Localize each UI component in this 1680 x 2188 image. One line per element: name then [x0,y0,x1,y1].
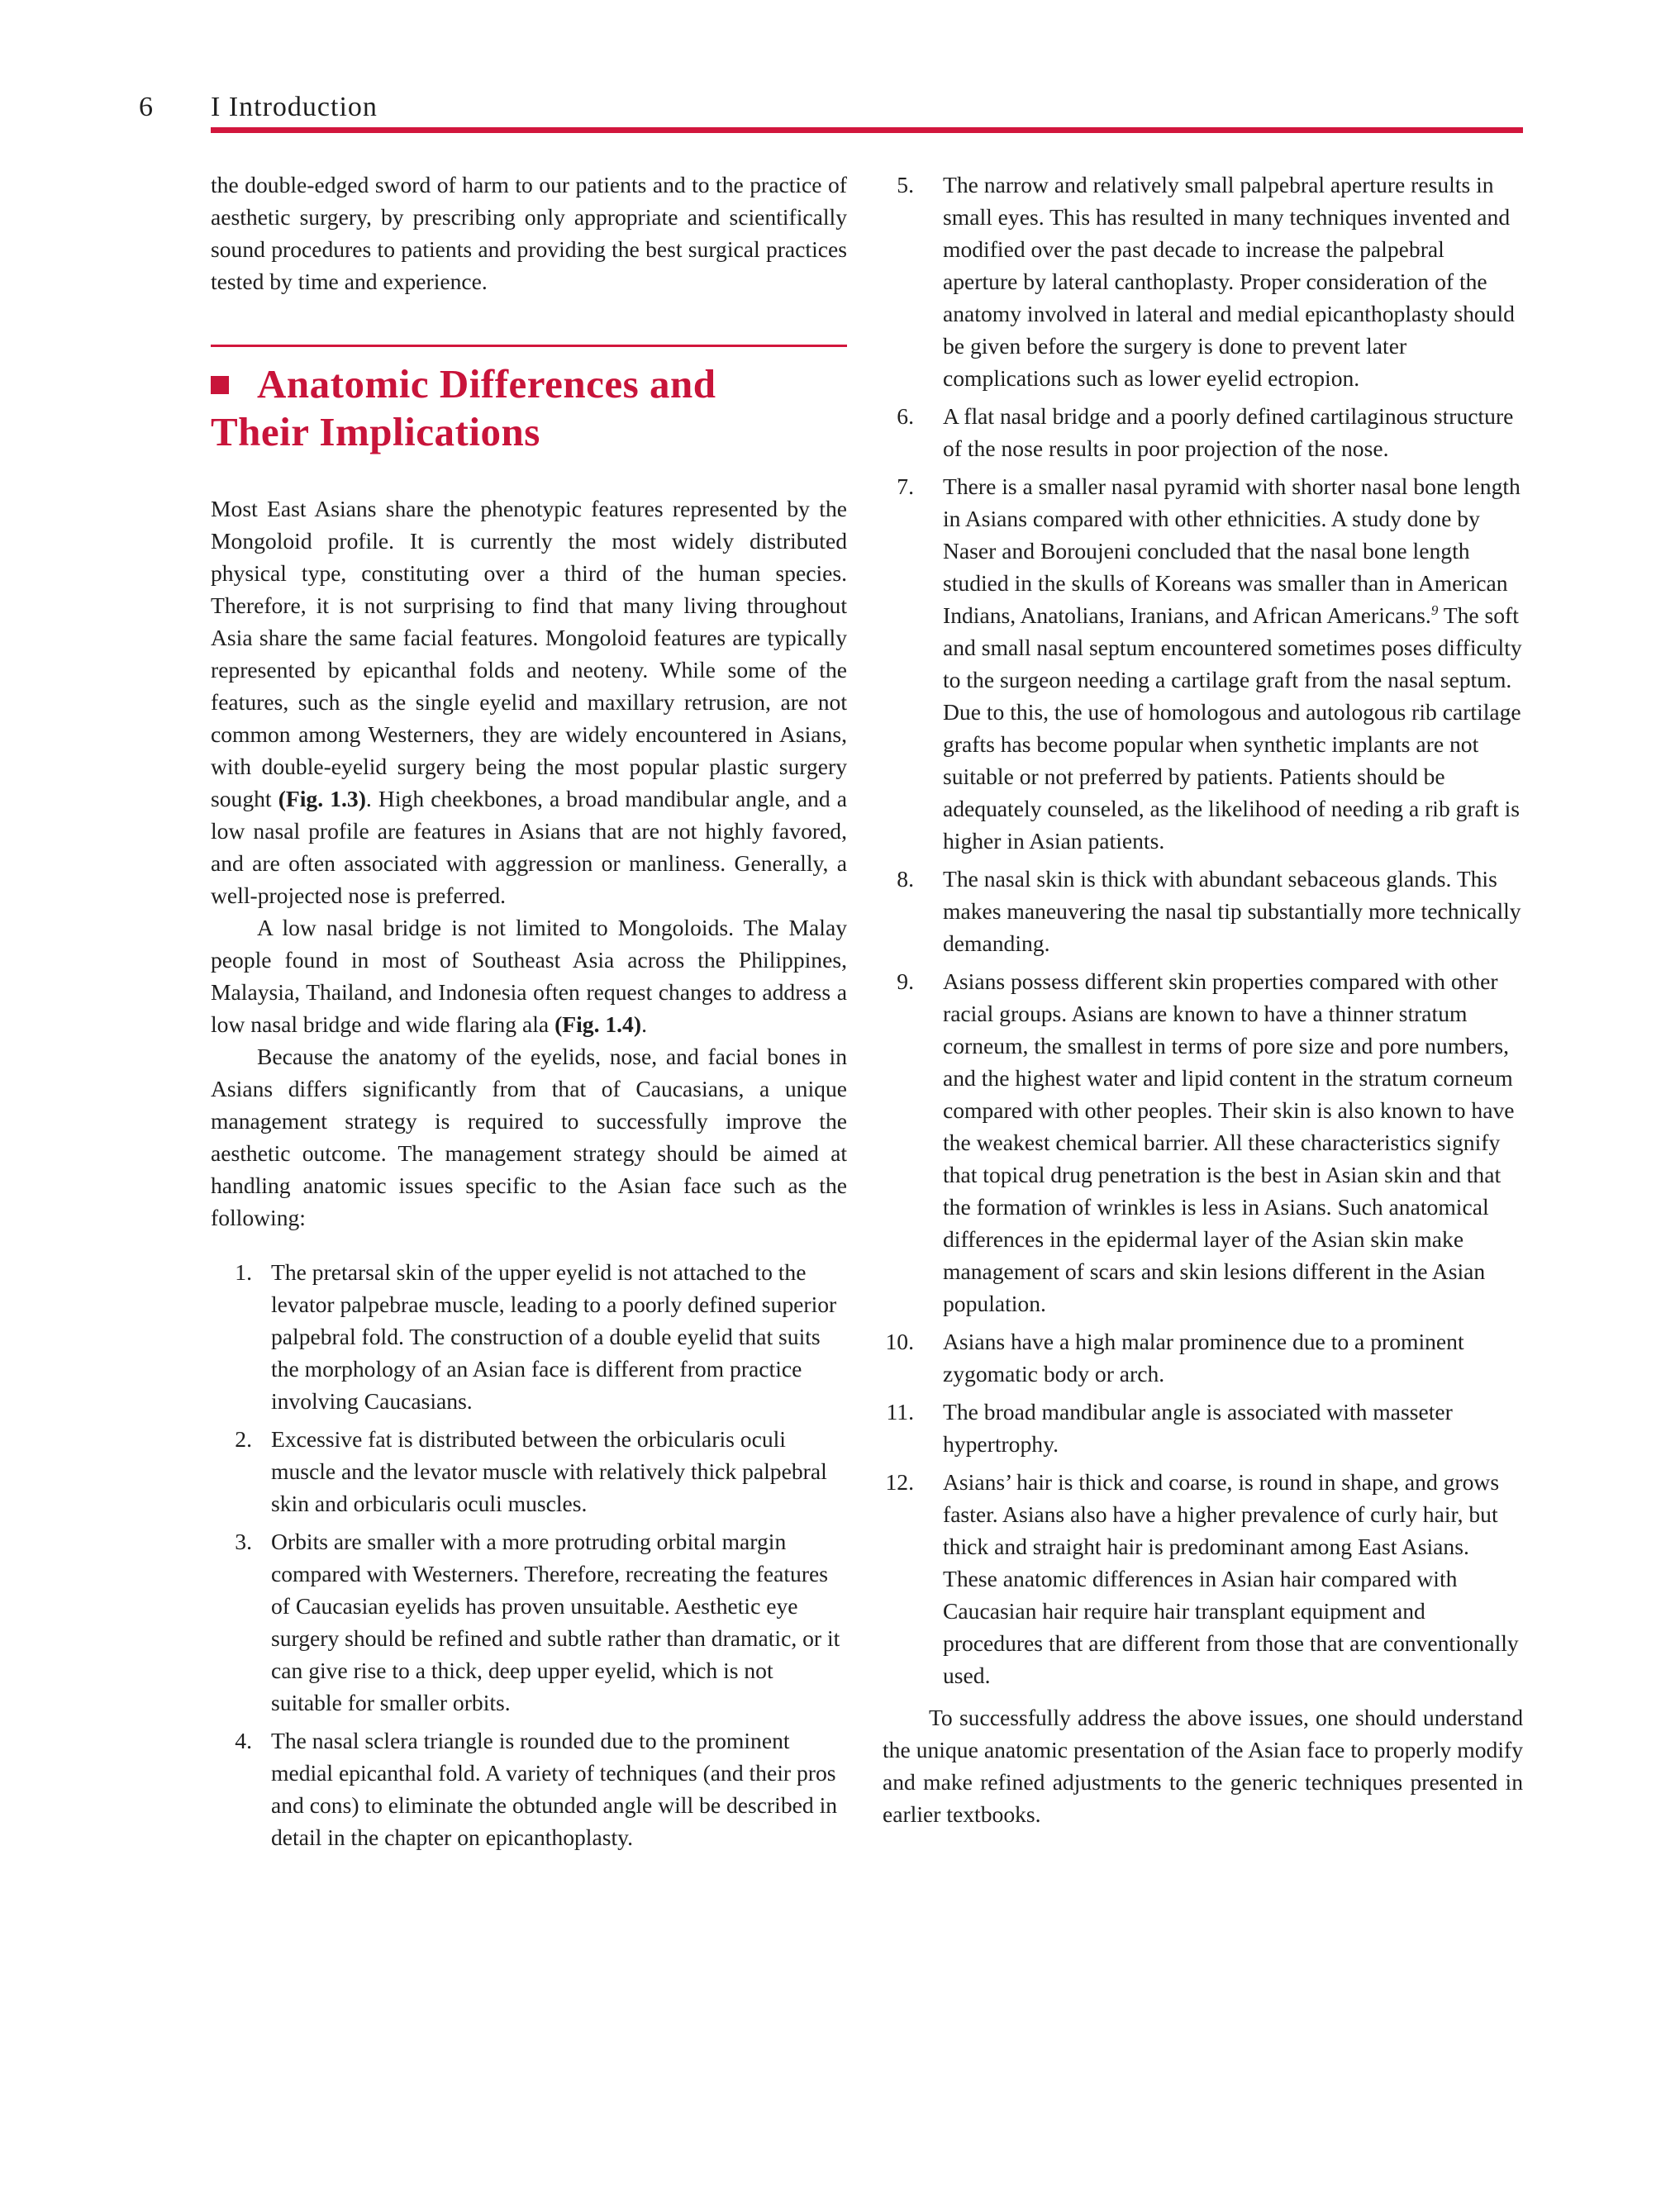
list-item-text: The nasal sclera triangle is rounded due to the prominent medial epicanthal fold. A variety of techniques (and their pros and cons) to eliminate the obtunded angle will be described in detail in the chapter on epicanthoplasty. [271,1728,838,1850]
list-item [211,1423,847,1520]
list-item [211,1256,847,1417]
list-item [883,400,1523,464]
list-number: 4. [235,1728,252,1753]
list-item [211,1525,847,1719]
left-column [211,169,847,1859]
list-item-text: The narrow and relatively small palpebral aperture results in small eyes. This has resulted in many techniques invented and modified over the past decade to increase the palpebral aperture by lateral canthoplasty. Proper consideration of the anatomy involved in lateral and medial epicanthoplasty should be given before the surgery is done to prevent later complications such as lower eyelid ectropion. [943,172,1515,391]
body-paragraph-2 [211,911,847,1040]
numbered-list-right [883,169,1523,1691]
paragraph-text: . [641,1011,647,1037]
list-item-text: Asians’ hair is thick and coarse, is round in shape, and grows faster. Asians also have a higher prevalence of curly hair, but thick and straight hair is predominant among East Asians. These anatomic differences in Asian hair compared with Caucasian hair require hair transplant equipment and procedures that are different from those that are conventionally used. [943,1469,1519,1688]
list-item [211,1724,847,1853]
list-item-text: Excessive fat is distributed between the orbicularis oculi muscle and the levator muscle with relatively thick palpebral skin and orbicularis oculi muscles. [271,1426,827,1516]
list-item-text: The broad mandibular angle is associated with masseter hypertrophy. [943,1399,1453,1457]
list-number: 9. [897,968,914,994]
list-item-text: The nasal skin is thick with abundant sebaceous glands. This makes maneuvering the nasal tip substantially more technically demanding. [943,866,1521,956]
list-item-text: Orbits are smaller with a more protruding orbital margin compared with Westerners. Therefore, recreating the features of Caucasian eyelids has proven unsuitable. Aesthetic eye surgery should be refined and subtle rather than dramatic, or it can give rise to a thick, deep upper eyelid, which is not suitable for smaller orbits. [271,1529,840,1715]
list-item-text: A flat nasal bridge and a poorly defined cartilaginous structure of the nose results in poor projection of the nose. [943,403,1514,461]
figure-reference: (Fig. 1.4) [554,1011,642,1037]
heading-line-1: Anatomic Differences and [257,361,716,407]
list-number: 6. [897,403,914,429]
list-item [883,1396,1523,1460]
paragraph-text: A low nasal bridge is not limited to Mongoloids. The Malay people found in most of Southeast Asia across the Philippines, Malaysia, Thailand, and Indonesia often request changes to address a low nasal bridge and wide flaring ala [211,915,847,1037]
list-number: 11. [886,1399,914,1425]
list-item [883,1325,1523,1390]
section-heading-rule [211,345,847,347]
list-item-text: There is a smaller nasal pyramid with shorter nasal bone length in Asians compared with other ethnicities. A study done by Naser and Boroujeni concluded that the nasal bone length studied in the skulls of Koreans was smaller than in American Indians, Anatolians, Iranians, and African Americans. [943,473,1521,628]
list-number: 7. [897,473,914,499]
citation-superscript: 9 [1430,602,1439,618]
body-paragraph-3: Because the anatomy of the eyelids, nose, and facial bones in Asians differs significantly from that of Caucasians, a unique management strategy is required to successfully improve the aesthetic outcome. The management strategy should be aimed at handling anatomic issues specific to the Asian face such as the following: [211,1044,847,1230]
right-column [883,169,1523,1830]
list-item [883,1466,1523,1691]
list-number: 3. [235,1529,252,1554]
list-number: 2. [235,1426,252,1452]
list-number: 1. [235,1259,252,1285]
chapter-title: I Introduction [211,92,378,122]
square-bullet-icon [211,376,229,394]
page-number: 6 [139,92,153,122]
paragraph-text: . High cheekbones, a broad mandibular angle, and a low nasal profile are features in Asians that are not highly favored, and are often associated with aggression or manliness. Generally, a well-projected nose is preferred. [211,786,847,908]
list-item-text: The pretarsal skin of the upper eyelid is not attached to the levator palpebrae muscle, leading to a poorly defined superior palpebral fold. The construction of a double eyelid that suits the morphology of an Asian face is different from practice involving Caucasians. [271,1259,837,1414]
numbered-list-left [211,1256,847,1853]
intro-paragraph: the double-edged sword of harm to our patients and to the practice of aesthetic surgery, by prescribing only appropriate and scientifically sound procedures to patients and providing the best surgical practices tested by time and experience. [211,172,847,294]
list-number: 10. [885,1329,914,1354]
list-item [883,169,1523,394]
list-item [883,470,1523,857]
list-item-text: The soft and small nasal septum encountered sometimes poses difficulty to the surgeon needing a cartilage graft from the nasal septum. Due to this, the use of homologous and autologous rib cartilage grafts has become popular when synthetic implants are not suitable or not preferred by patients. Patients should be adequately counseled, as the likelihood of needing a rib graft is higher in Asian patients. [943,602,1522,854]
list-item [883,965,1523,1320]
header-rule [211,127,1523,133]
list-number: 8. [897,866,914,892]
list-number: 12. [885,1469,914,1495]
closing-paragraph: To successfully address the above issues, one should understand the unique anatomic presentation of the Asian face to properly modify and make refined adjustments to the generic techniques presented in earlier textbooks. [883,1705,1523,1827]
running-head [139,86,1523,129]
section-heading [211,360,847,456]
list-item [883,863,1523,959]
list-number: 5. [897,172,914,197]
heading-line-2: Their Implications [211,409,540,454]
list-item-text: Asians possess different skin properties compared with other racial groups. Asians are known to have a thinner stratum corneum, the smallest in terms of pore size and pore numbers, and the highest water and lipid content in the stratum corneum compared with other peoples. Their skin is also known to have the weakest chemical barrier. All these characteristics signify that topical drug penetration is the best in Asian skin and that the formation of wrinkles is less in Asians. Such anatomical differences in the epidermal layer of the Asian skin make management of scars and skin lesions different in the Asian population. [943,968,1515,1316]
body-paragraph-1 [211,492,847,911]
figure-reference: (Fig. 1.3) [278,786,366,811]
list-item-text: Asians have a high malar prominence due to a prominent zygomatic body or arch. [943,1329,1464,1387]
paragraph-text: Most East Asians share the phenotypic features represented by the Mongoloid profile. It is currently the most widely distributed physical type, constituting over a third of the human species. Therefore, it is not surprising to find that many living throughout Asia share the same facial features. Mongoloid features are typically represented by epicanthal folds and neoteny. While some of the features, such as the single eyelid and maxillary retrusion, are not common among Westerners, they are widely encountered in Asians, with double-eyelid surgery being the most popular plastic surgery sought [211,496,847,811]
